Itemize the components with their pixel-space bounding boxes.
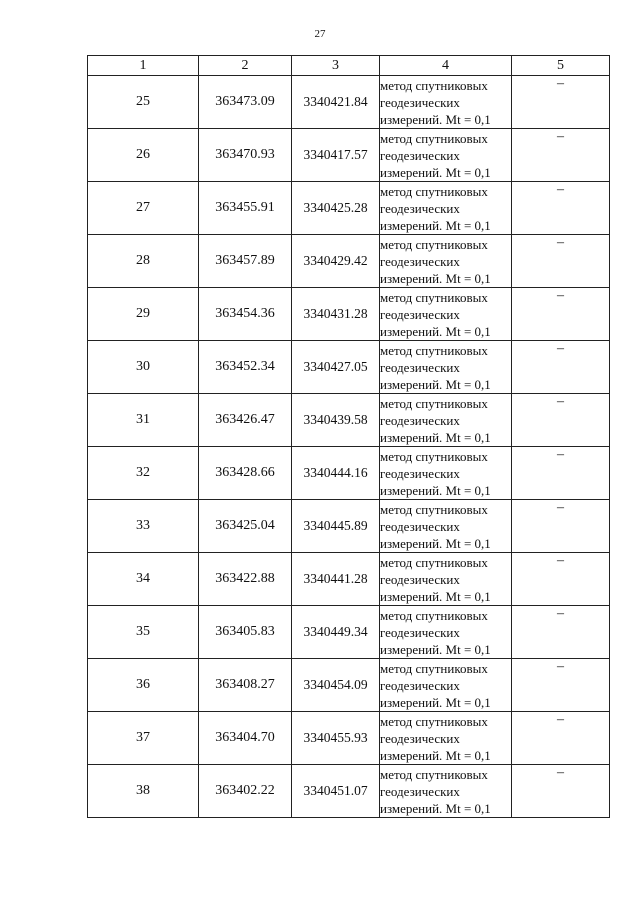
- note-cell: –: [512, 341, 610, 394]
- method-line-2: геодезических: [380, 677, 460, 693]
- header-row: [88, 56, 610, 76]
- table-row: [88, 394, 610, 447]
- method-line-1: метод спутниковых: [380, 183, 488, 199]
- coordinate-y: 3340429.42: [292, 235, 380, 288]
- point-number: 30: [88, 341, 199, 394]
- table-row: [88, 553, 610, 606]
- note-cell: –: [512, 712, 610, 765]
- method-cell: [380, 553, 512, 606]
- table-row: [88, 341, 610, 394]
- table-row: [88, 659, 610, 712]
- coordinate-y: 3340439.58: [292, 394, 380, 447]
- coordinate-x: 363405.83: [199, 606, 292, 659]
- method-cell: [380, 76, 512, 129]
- coordinate-y: 3340425.28: [292, 182, 380, 235]
- point-number: 28: [88, 235, 199, 288]
- method-line-2: геодезических: [380, 359, 460, 375]
- coordinate-x: 363454.36: [199, 288, 292, 341]
- method-cell: [380, 606, 512, 659]
- method-cell: [380, 765, 512, 818]
- method-line-2: геодезических: [380, 253, 460, 269]
- method-cell: [380, 712, 512, 765]
- header-col-1: 1: [88, 56, 199, 76]
- header-col-3: 3: [292, 56, 380, 76]
- method-line-3: измерений. Mt = 0,1: [380, 588, 491, 604]
- method-cell: [380, 447, 512, 500]
- method-line-2: геодезических: [380, 147, 460, 163]
- method-line-3: измерений. Mt = 0,1: [380, 429, 491, 445]
- method-line-2: геодезических: [380, 200, 460, 216]
- method-line-3: измерений. Mt = 0,1: [380, 800, 491, 816]
- method-line-2: геодезических: [380, 306, 460, 322]
- note-cell: –: [512, 288, 610, 341]
- method-line-3: измерений. Mt = 0,1: [380, 376, 491, 392]
- method-line-2: геодезических: [380, 624, 460, 640]
- method-line-1: метод спутниковых: [380, 395, 488, 411]
- table-row: [88, 235, 610, 288]
- table-row: [88, 447, 610, 500]
- note-cell: –: [512, 500, 610, 553]
- method-line-1: метод спутниковых: [380, 713, 488, 729]
- note-cell: –: [512, 553, 610, 606]
- coordinate-y: 3340441.28: [292, 553, 380, 606]
- method-line-2: геодезических: [380, 783, 460, 799]
- coordinate-y: 3340455.93: [292, 712, 380, 765]
- method-line-2: геодезических: [380, 730, 460, 746]
- method-line-3: измерений. Mt = 0,1: [380, 111, 491, 127]
- method-line-1: метод спутниковых: [380, 501, 488, 517]
- method-line-3: измерений. Mt = 0,1: [380, 482, 491, 498]
- method-cell: [380, 129, 512, 182]
- table-row: [88, 500, 610, 553]
- method-line-3: измерений. Mt = 0,1: [380, 747, 491, 763]
- method-line-1: метод спутниковых: [380, 766, 488, 782]
- coordinate-y: 3340427.05: [292, 341, 380, 394]
- method-line-2: геодезических: [380, 518, 460, 534]
- coordinate-y: 3340454.09: [292, 659, 380, 712]
- coordinate-y: 3340449.34: [292, 606, 380, 659]
- method-line-1: метод спутниковых: [380, 607, 488, 623]
- table-body: [88, 76, 610, 818]
- table-row: [88, 76, 610, 129]
- note-cell: –: [512, 129, 610, 182]
- method-cell: [380, 500, 512, 553]
- header-col-2: 2: [199, 56, 292, 76]
- coordinate-x: 363408.27: [199, 659, 292, 712]
- method-line-3: измерений. Mt = 0,1: [380, 270, 491, 286]
- method-line-3: измерений. Mt = 0,1: [380, 164, 491, 180]
- coordinate-x: 363455.91: [199, 182, 292, 235]
- method-line-3: измерений. Mt = 0,1: [380, 323, 491, 339]
- method-cell: [380, 659, 512, 712]
- note-cell: –: [512, 659, 610, 712]
- coordinate-y: 3340451.07: [292, 765, 380, 818]
- table-row: [88, 712, 610, 765]
- coordinate-x: 363402.22: [199, 765, 292, 818]
- point-number: 31: [88, 394, 199, 447]
- method-line-1: метод спутниковых: [380, 660, 488, 676]
- point-number: 25: [88, 76, 199, 129]
- method-cell: [380, 394, 512, 447]
- method-line-3: измерений. Mt = 0,1: [380, 217, 491, 233]
- method-line-3: измерений. Mt = 0,1: [380, 535, 491, 551]
- method-line-1: метод спутниковых: [380, 342, 488, 358]
- coordinate-y: 3340444.16: [292, 447, 380, 500]
- method-line-1: метод спутниковых: [380, 448, 488, 464]
- table-row: [88, 288, 610, 341]
- coordinate-x: 363428.66: [199, 447, 292, 500]
- note-cell: –: [512, 182, 610, 235]
- point-number: 37: [88, 712, 199, 765]
- point-number: 33: [88, 500, 199, 553]
- note-cell: –: [512, 447, 610, 500]
- point-number: 36: [88, 659, 199, 712]
- header-col-4: 4: [380, 56, 512, 76]
- table-header: [88, 56, 610, 76]
- coordinate-x: 363404.70: [199, 712, 292, 765]
- point-number: 27: [88, 182, 199, 235]
- note-cell: –: [512, 765, 610, 818]
- method-line-2: геодезических: [380, 571, 460, 587]
- coordinate-y: 3340431.28: [292, 288, 380, 341]
- method-line-1: метод спутниковых: [380, 236, 488, 252]
- coordinate-x: 363457.89: [199, 235, 292, 288]
- coordinates-table: [87, 55, 610, 818]
- point-number: 35: [88, 606, 199, 659]
- coordinate-x: 363426.47: [199, 394, 292, 447]
- point-number: 34: [88, 553, 199, 606]
- method-line-1: метод спутниковых: [380, 130, 488, 146]
- coordinate-x: 363452.34: [199, 341, 292, 394]
- method-line-3: измерений. Mt = 0,1: [380, 694, 491, 710]
- page-number: 27: [314, 28, 326, 40]
- point-number: 29: [88, 288, 199, 341]
- point-number: 26: [88, 129, 199, 182]
- note-cell: –: [512, 235, 610, 288]
- coordinate-y: 3340445.89: [292, 500, 380, 553]
- table-row: [88, 765, 610, 818]
- header-col-5: 5: [512, 56, 610, 76]
- coordinate-x: 363470.93: [199, 129, 292, 182]
- coordinate-y: 3340421.84: [292, 76, 380, 129]
- coordinate-x: 363422.88: [199, 553, 292, 606]
- method-line-3: измерений. Mt = 0,1: [380, 641, 491, 657]
- table-row: [88, 606, 610, 659]
- method-cell: [380, 182, 512, 235]
- method-line-1: метод спутниковых: [380, 289, 488, 305]
- table-row: [88, 182, 610, 235]
- method-line-1: метод спутниковых: [380, 77, 488, 93]
- table-row: [88, 129, 610, 182]
- coordinate-x: 363473.09: [199, 76, 292, 129]
- method-cell: [380, 288, 512, 341]
- method-line-1: метод спутниковых: [380, 554, 488, 570]
- note-cell: –: [512, 394, 610, 447]
- method-line-2: геодезических: [380, 465, 460, 481]
- method-cell: [380, 235, 512, 288]
- method-cell: [380, 341, 512, 394]
- note-cell: –: [512, 76, 610, 129]
- note-cell: –: [512, 606, 610, 659]
- method-line-2: геодезических: [380, 94, 460, 110]
- coordinate-x: 363425.04: [199, 500, 292, 553]
- point-number: 32: [88, 447, 199, 500]
- coordinate-y: 3340417.57: [292, 129, 380, 182]
- method-line-2: геодезических: [380, 412, 460, 428]
- point-number: 38: [88, 765, 199, 818]
